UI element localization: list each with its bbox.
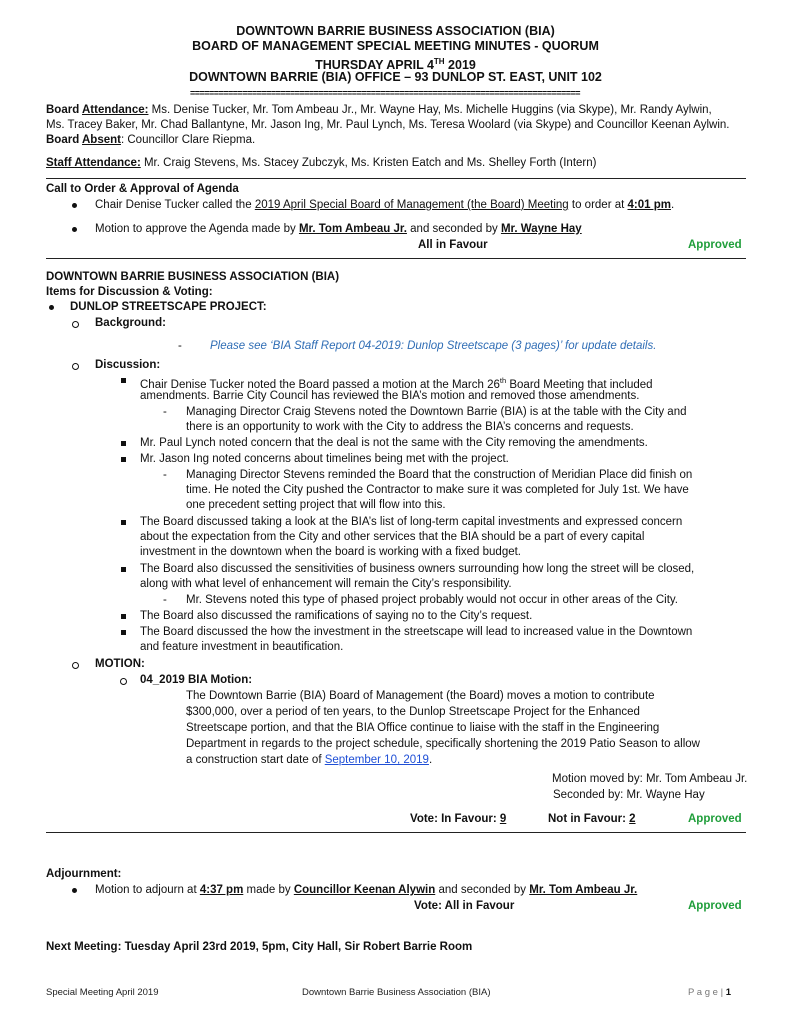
square-bullet-icon: [121, 378, 126, 383]
call-to-order-heading: Call to Order & Approval of Agenda: [46, 183, 239, 195]
square-bullet-icon: [121, 630, 126, 635]
doc-title-location: DOWNTOWN BARRIE (BIA) OFFICE – 93 DUNLOP ST. EAST, UNIT 102: [189, 70, 602, 84]
date-link[interactable]: September 10, 2019: [324, 754, 429, 766]
approved-badge: Approved: [688, 239, 742, 251]
square-bullet-icon: [121, 520, 126, 525]
background-note: Please see ‘BIA Staff Report 04-2019: Dunlop Streetscape (3 pages)’ for update details.: [210, 340, 657, 352]
bullet-icon: [49, 305, 54, 310]
motion-text-line4: Department in regards to the project schedule, specifically shortening the 2019 Patio Season to allow: [186, 738, 700, 750]
section-title: DOWNTOWN BARRIE BUSINESS ASSOCIATION (BIA): [46, 271, 340, 283]
doc-title-line1: DOWNTOWN BARRIE BUSINESS ASSOCIATION (BIA): [236, 24, 555, 38]
circle-bullet-icon: [120, 678, 127, 685]
adjournment-motion: Motion to adjourn at 4:37 pm made by Councillor Keenan Alywin and seconded by Mr. Tom Ambeau Jr.: [95, 884, 638, 896]
adjournment-vote: Vote: All in Favour: [414, 900, 515, 912]
footer-page: P a g e | 1: [688, 987, 731, 998]
discussion-item-4-line3: investment in the downtown when the board is working with a fixed budget.: [140, 546, 521, 558]
background-label: Background:: [95, 317, 166, 329]
board-attendance-line1: Board Attendance: Ms. Denise Tucker, Mr. Tom Ambeau Jr., Mr. Wayne Hay, Ms. Michelle Huggins (via Skype), Mr. Randy Aylwin,: [46, 104, 712, 116]
motion-text-line2: $300,000, over a period of ten years, to the Dunlop Streetscape Project for the Enhanced: [186, 706, 640, 718]
dash-icon: -: [163, 594, 167, 606]
motion-label: MOTION:: [95, 658, 145, 670]
bullet-icon: [72, 203, 77, 208]
bullet-icon: [72, 888, 77, 893]
section-subtitle: Items for Discussion & Voting:: [46, 286, 213, 298]
dash-icon: -: [163, 469, 167, 481]
doc-title-line2: BOARD OF MANAGEMENT SPECIAL MEETING MINUTES - QUORUM: [192, 39, 599, 53]
adjournment-heading: Adjournment:: [46, 868, 122, 880]
section-divider: [46, 832, 746, 833]
discussion-label: Discussion:: [95, 359, 161, 371]
discussion-item-7: The Board discussed the how the investment in the streetscape will lead to increased value in the Downtown: [140, 626, 693, 638]
discussion-item-1-line2: amendments. Barrie City Council has reviewed the BIA’s motion and removed those amendments.: [140, 390, 640, 402]
board-absent: Board Absent: Councillor Clare Riepma.: [46, 134, 256, 146]
circle-bullet-icon: [72, 363, 79, 370]
discussion-sub-1: Managing Director Craig Stevens noted the Downtown Barrie (BIA) is at the table with the City and: [186, 406, 687, 418]
vote-not-in-favour: Not in Favour: 2: [548, 813, 636, 825]
motion-text-line5: a construction start date of September 10, 2019.: [186, 754, 433, 766]
approved-badge: Approved: [688, 900, 742, 912]
vote-in-favour: Vote: In Favour: 9: [410, 813, 507, 825]
footer-left: Special Meeting April 2019: [46, 987, 159, 998]
discussion-sub-3: Managing Director Stevens reminded the Board that the construction of Meridian Place did finish on: [186, 469, 693, 481]
staff-attendance: Staff Attendance: Mr. Craig Stevens, Ms. Stacey Zubczyk, Ms. Kristen Eatch and Ms. Shelley Forth (Intern): [46, 157, 597, 169]
discussion-sub-3-line3: one precedent setting project that will flow into this.: [186, 499, 446, 511]
all-in-favour: All in Favour: [418, 239, 488, 251]
square-bullet-icon: [121, 457, 126, 462]
discussion-item-5-line2: along with what level of enhancement will remain the City’s responsibility.: [140, 578, 512, 590]
discussion-sub-1-line2: there is an opportunity to work with the City to address the BIA’s concerns and requests.: [186, 421, 634, 433]
board-attendance-line2: Ms. Tracey Baker, Mr. Chad Ballantyne, Mr. Jason Ing, Mr. Paul Lynch, Ms. Teresa Woolard (via Skype) and Councillor Keenan Aylwin.: [46, 119, 730, 131]
section-divider: [46, 178, 746, 179]
bullet-icon: [72, 227, 77, 232]
circle-bullet-icon: [72, 321, 79, 328]
square-bullet-icon: [121, 567, 126, 572]
circle-bullet-icon: [72, 662, 79, 669]
discussion-item-4: The Board discussed taking a look at the BIA’s list of long-term capital investments and expressed concern: [140, 516, 683, 528]
approved-badge: Approved: [688, 813, 742, 825]
agenda-motion: Motion to approve the Agenda made by Mr. Tom Ambeau Jr. and seconded by Mr. Wayne Hay: [95, 223, 582, 235]
discussion-item-7-line2: and feature investment in beautification.: [140, 641, 344, 653]
footer-center: Downtown Barrie Business Association (BIA): [302, 987, 491, 998]
square-bullet-icon: [121, 441, 126, 446]
section-divider: [46, 258, 746, 259]
discussion-item-4-line2: about the expectation from the City and other services that the BIA should be a part of every capital: [140, 531, 645, 543]
motion-text-line1: The Downtown Barrie (BIA) Board of Management (the Board) moves a motion to contribute: [186, 690, 655, 702]
motion-text-line3: Streetscape portion, and that the BIA Office continue to liaise with the staff in the Engineering: [186, 722, 660, 734]
discussion-item-6: The Board also discussed the ramifications of saying no to the City’s request.: [140, 610, 533, 622]
motion-moved-by: Motion moved by: Mr. Tom Ambeau Jr.: [552, 773, 748, 785]
discussion-item-2: Mr. Paul Lynch noted concern that the deal is not the same with the City removing the amendments.: [140, 437, 648, 449]
discussion-item-3: Mr. Jason Ing noted concerns about timelines being met with the project.: [140, 453, 509, 465]
dash-icon: -: [163, 406, 167, 418]
doc-title-date: THURSDAY APRIL 4TH 2019: [315, 57, 476, 73]
project-heading: DUNLOP STREETSCAPE PROJECT:: [70, 301, 267, 313]
motion-name: 04_2019 BIA Motion:: [140, 674, 253, 686]
dash-icon: -: [178, 340, 182, 352]
discussion-sub-5: Mr. Stevens noted this type of phased project probably would not occur in other areas of the City.: [186, 594, 679, 606]
discussion-item-5: The Board also discussed the sensitivities of business owners surrounding how long the street will be closed,: [140, 563, 695, 575]
discussion-item-1: Chair Denise Tucker noted the Board passed a motion at the March 26th Board Meeting that included: [140, 376, 653, 391]
motion-seconded-by: Seconded by: Mr. Wayne Hay: [553, 789, 705, 801]
square-bullet-icon: [121, 614, 126, 619]
call-to-order-item: Chair Denise Tucker called the 2019 April Special Board of Management (the Board) Meeting to order at 4:01 pm.: [95, 199, 675, 211]
next-meeting: Next Meeting: Tuesday April 23rd 2019, 5pm, City Hall, Sir Robert Barrie Room: [46, 941, 473, 953]
equals-separator: ==================================================================================: [190, 88, 580, 98]
discussion-sub-3-line2: time. He noted the City pushed the Contractor to make sure it was completed for July 1st. We have: [186, 484, 689, 496]
